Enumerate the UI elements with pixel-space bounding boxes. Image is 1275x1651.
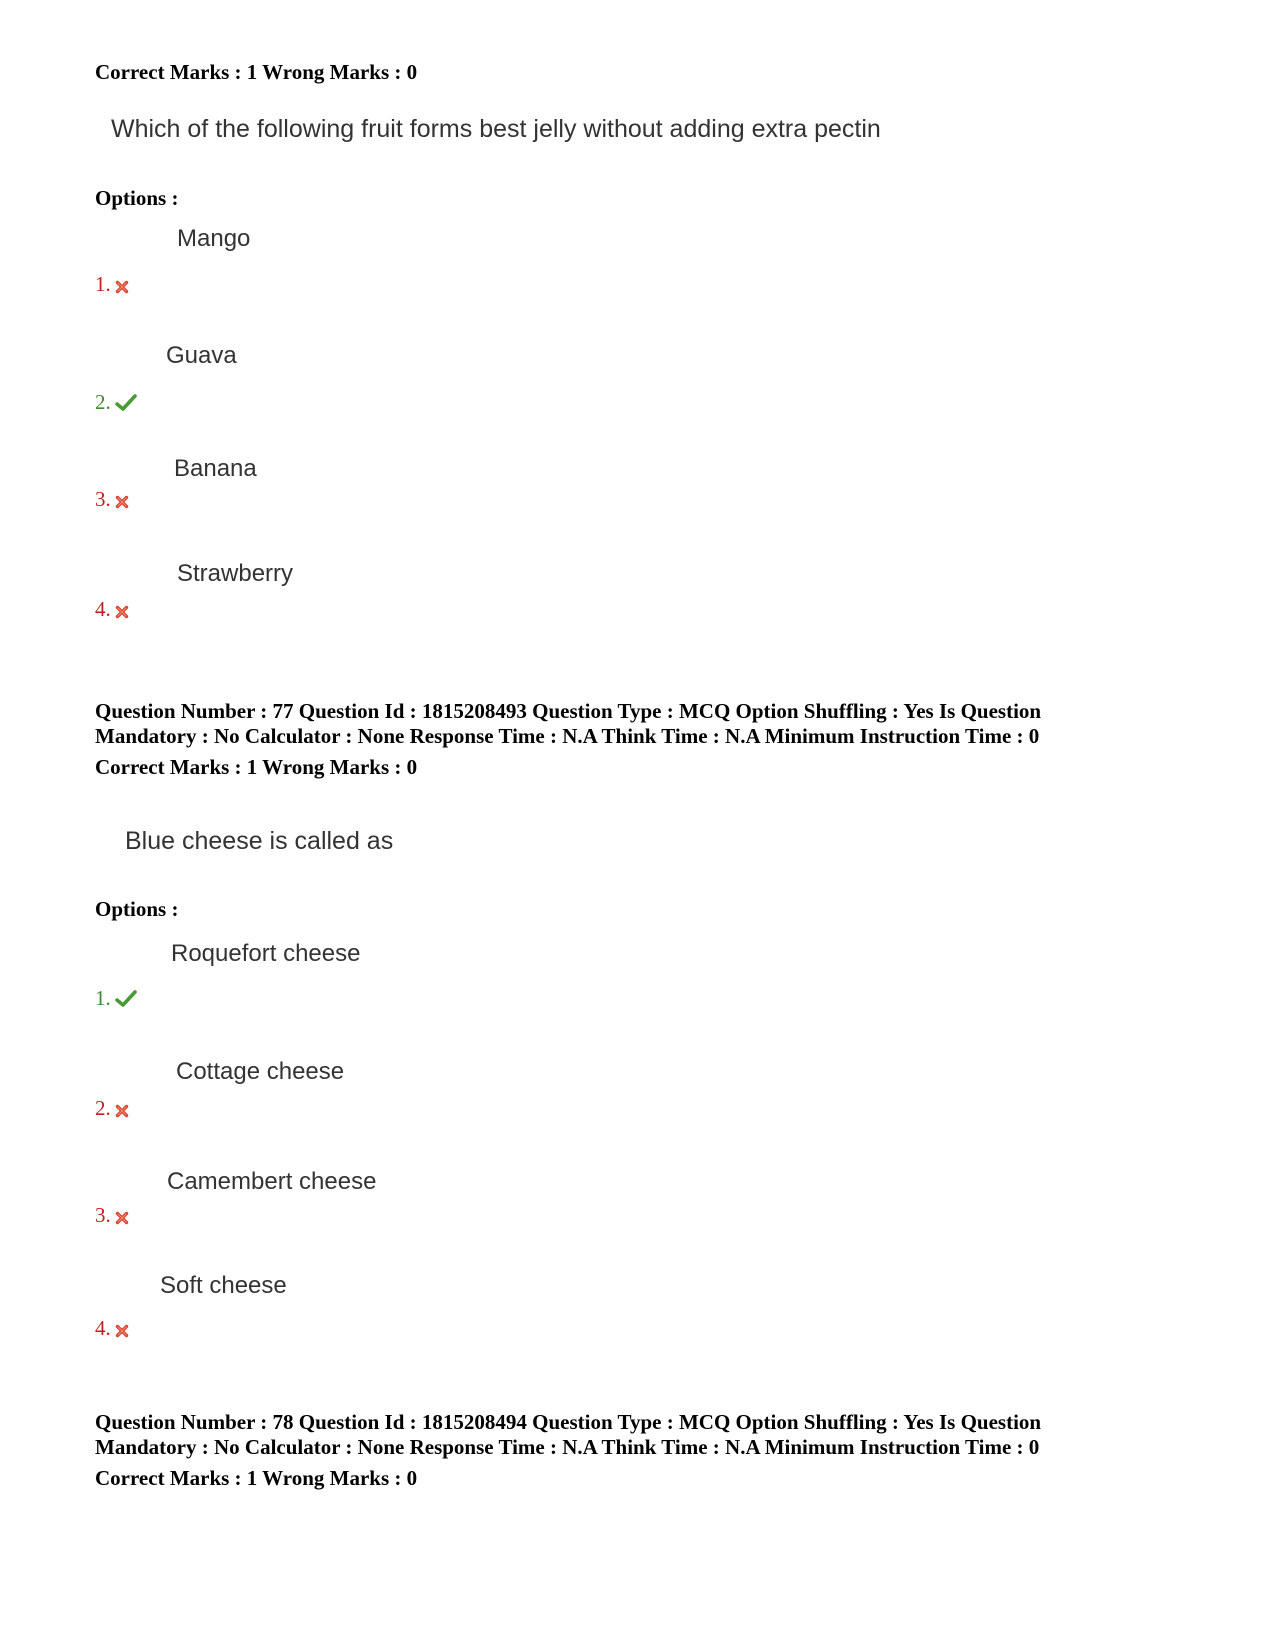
option-text: Cottage cheese xyxy=(176,1058,345,1085)
check-icon xyxy=(115,989,137,1013)
question-header-line: Mandatory : No Calculator : None Response Time : N.A Think Time : N.A Minimum Instruction Time : 0 xyxy=(95,724,1040,748)
marks-line: Correct Marks : 1 Wrong Marks : 0 xyxy=(95,60,418,84)
cross-icon xyxy=(115,1206,129,1230)
option-number: 4. xyxy=(95,1316,129,1343)
cross-icon xyxy=(115,275,129,299)
cross-icon xyxy=(115,490,129,514)
question-header-line: Question Number : 77 Question Id : 1815208493 Question Type : MCQ Option Shuffling : Yes Is Question xyxy=(95,699,1042,723)
option-number: 2. xyxy=(95,1096,129,1123)
marks-line: Correct Marks : 1 Wrong Marks : 0 xyxy=(95,1466,418,1490)
option-text: Banana xyxy=(174,455,257,482)
option-number: 4. xyxy=(95,597,129,624)
option-text: Strawberry xyxy=(177,560,294,587)
options-label: Options : xyxy=(95,186,179,210)
option-number: 3. xyxy=(95,487,129,514)
option-number: 2. xyxy=(95,390,137,417)
option-text: Roquefort cheese xyxy=(171,940,361,967)
marks-line: Correct Marks : 1 Wrong Marks : 0 xyxy=(95,755,418,779)
cross-icon xyxy=(115,1319,129,1343)
check-icon xyxy=(115,393,137,417)
option-number: 3. xyxy=(95,1203,129,1230)
option-number: 1. xyxy=(95,986,137,1013)
option-text: Mango xyxy=(177,225,251,252)
option-text: Guava xyxy=(166,342,237,369)
option-text: Camembert cheese xyxy=(167,1168,377,1195)
options-label: Options : xyxy=(95,897,179,921)
question-header-line: Mandatory : No Calculator : None Response Time : N.A Think Time : N.A Minimum Instruction Time : 0 xyxy=(95,1435,1040,1459)
question-header-line: Question Number : 78 Question Id : 1815208494 Question Type : MCQ Option Shuffling : Yes Is Question xyxy=(95,1410,1042,1434)
question-text: Blue cheese is called as xyxy=(125,827,394,855)
cross-icon xyxy=(115,1099,129,1123)
option-number: 1. xyxy=(95,272,129,299)
question-text: Which of the following fruit forms best jelly without adding extra pectin xyxy=(111,115,881,143)
cross-icon xyxy=(115,600,129,624)
option-text: Soft cheese xyxy=(160,1272,287,1299)
